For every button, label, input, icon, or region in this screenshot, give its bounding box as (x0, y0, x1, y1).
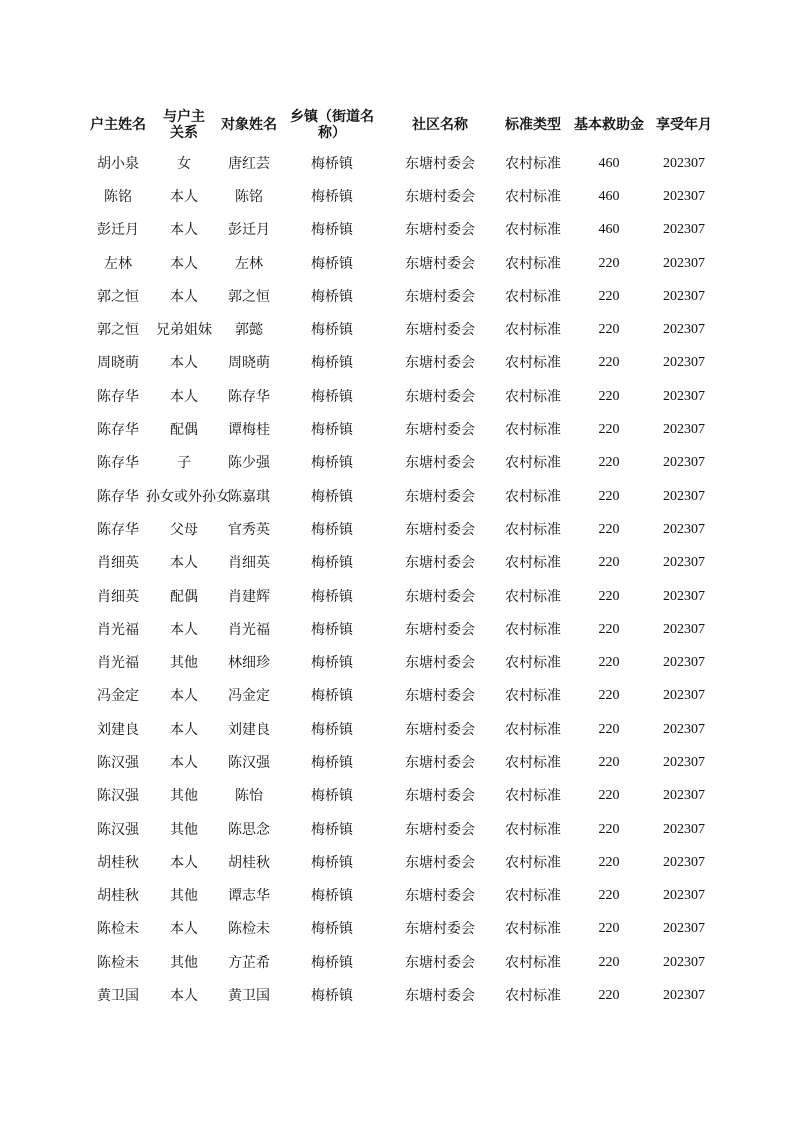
cell-recipient-name: 陈检未 (228, 921, 270, 938)
cell-householder-name: 陈铭 (104, 188, 132, 205)
cell-period: 202307 (663, 355, 705, 371)
cell-standard-type: 农村标准 (505, 655, 561, 672)
cell-relation: 其他 (170, 954, 198, 971)
cell-relation: 其他 (170, 888, 198, 905)
table-row (86, 646, 720, 679)
cell-period: 202307 (663, 155, 705, 171)
cell-relation: 本人 (170, 355, 198, 372)
header-row (86, 103, 720, 147)
header-community: 社区名称 (412, 117, 468, 133)
cell-recipient-name: 刘建良 (228, 721, 270, 738)
cell-basic-relief: 220 (598, 521, 620, 537)
cell-recipient-name: 陈少强 (228, 455, 270, 472)
cell-relation: 本人 (170, 222, 198, 239)
cell-recipient-name: 冯金定 (228, 688, 270, 705)
cell-householder-name: 肖细英 (97, 555, 139, 572)
cell-householder-name: 肖光福 (97, 655, 139, 672)
cell-township: 梅桥镇 (311, 888, 353, 905)
cell-householder-name: 黄卫国 (97, 988, 139, 1005)
cell-householder-name: 胡桂秋 (97, 888, 139, 905)
cell-period: 202307 (663, 988, 705, 1004)
cell-township: 梅桥镇 (311, 488, 353, 505)
cell-standard-type: 农村标准 (505, 388, 561, 405)
cell-basic-relief: 220 (598, 422, 620, 438)
cell-householder-name: 陈存华 (97, 455, 139, 472)
cell-community: 东塘村委会 (405, 455, 475, 472)
cell-standard-type: 农村标准 (505, 721, 561, 738)
cell-householder-name: 陈检未 (97, 921, 139, 938)
cell-basic-relief: 220 (598, 255, 620, 271)
cell-relation: 父母 (170, 521, 198, 538)
cell-householder-name: 陈存华 (97, 388, 139, 405)
cell-relation: 女 (177, 155, 191, 172)
cell-standard-type: 农村标准 (505, 422, 561, 439)
cell-standard-type: 农村标准 (505, 455, 561, 472)
cell-community: 东塘村委会 (405, 888, 475, 905)
cell-standard-type: 农村标准 (505, 188, 561, 205)
cell-relation: 本人 (170, 854, 198, 871)
cell-householder-name: 刘建良 (97, 721, 139, 738)
cell-township: 梅桥镇 (311, 754, 353, 771)
cell-community: 东塘村委会 (405, 988, 475, 1005)
cell-recipient-name: 陈嘉琪 (228, 488, 270, 505)
cell-township: 梅桥镇 (311, 854, 353, 871)
table-row (86, 280, 720, 313)
cell-relation: 本人 (170, 388, 198, 405)
header-standard-type: 标准类型 (505, 117, 561, 133)
cell-period: 202307 (663, 455, 705, 471)
cell-basic-relief: 460 (598, 188, 620, 204)
cell-township: 梅桥镇 (311, 688, 353, 705)
cell-relation (146, 480, 230, 513)
cell-recipient-name: 郭懿 (235, 322, 263, 339)
cell-relation: 本人 (170, 188, 198, 205)
cell-householder-name: 郭之恒 (97, 322, 139, 339)
relation-text: 孙女或外孙女 (146, 488, 230, 505)
cell-recipient-name: 肖光福 (228, 621, 270, 638)
cell-period: 202307 (663, 555, 705, 571)
cell-period: 202307 (663, 222, 705, 238)
cell-period: 202307 (663, 621, 705, 637)
table-row (86, 447, 720, 480)
table-row (86, 214, 720, 247)
cell-basic-relief: 220 (598, 355, 620, 371)
table-row (86, 979, 720, 1012)
cell-recipient-name: 黄卫国 (228, 988, 270, 1005)
table-row (86, 780, 720, 813)
cell-recipient-name: 陈思念 (228, 821, 270, 838)
cell-recipient-name: 方芷希 (228, 954, 270, 971)
cell-householder-name: 左林 (104, 255, 132, 272)
cell-standard-type: 农村标准 (505, 954, 561, 971)
cell-standard-type: 农村标准 (505, 355, 561, 372)
cell-period: 202307 (663, 488, 705, 504)
cell-basic-relief: 220 (598, 588, 620, 604)
cell-standard-type: 农村标准 (505, 854, 561, 871)
cell-basic-relief: 220 (598, 721, 620, 737)
cell-township: 梅桥镇 (311, 288, 353, 305)
cell-township: 梅桥镇 (311, 921, 353, 938)
header-township: 乡镇（街道名称） (290, 109, 374, 141)
cell-community: 东塘村委会 (405, 355, 475, 372)
cell-period: 202307 (663, 188, 705, 204)
cell-standard-type: 农村标准 (505, 588, 561, 605)
header-period: 享受年月 (656, 117, 712, 133)
cell-relation: 本人 (170, 621, 198, 638)
cell-relation: 本人 (170, 921, 198, 938)
cell-basic-relief: 220 (598, 322, 620, 338)
cell-householder-name: 陈汉强 (97, 788, 139, 805)
cell-basic-relief: 220 (598, 888, 620, 904)
cell-recipient-name: 谭梅桂 (228, 422, 270, 439)
cell-householder-name: 胡桂秋 (97, 854, 139, 871)
cell-community: 东塘村委会 (405, 222, 475, 239)
cell-period: 202307 (663, 521, 705, 537)
table-row (86, 513, 720, 546)
cell-township: 梅桥镇 (311, 954, 353, 971)
cell-township: 梅桥镇 (311, 588, 353, 605)
cell-relation: 本人 (170, 721, 198, 738)
cell-period: 202307 (663, 788, 705, 804)
cell-relation: 本人 (170, 288, 198, 305)
cell-community: 东塘村委会 (405, 655, 475, 672)
cell-standard-type: 农村标准 (505, 255, 561, 272)
cell-recipient-name: 谭志华 (228, 888, 270, 905)
cell-basic-relief: 220 (598, 488, 620, 504)
cell-basic-relief: 220 (598, 455, 620, 471)
cell-recipient-name: 唐红芸 (228, 155, 270, 172)
cell-recipient-name: 陈汉强 (228, 754, 270, 771)
cell-community: 东塘村委会 (405, 854, 475, 871)
cell-standard-type: 农村标准 (505, 888, 561, 905)
cell-householder-name: 陈存华 (97, 488, 139, 505)
cell-community: 东塘村委会 (405, 821, 475, 838)
cell-recipient-name: 左林 (235, 255, 263, 272)
cell-standard-type: 农村标准 (505, 621, 561, 638)
cell-community: 东塘村委会 (405, 621, 475, 638)
cell-community: 东塘村委会 (405, 721, 475, 738)
cell-basic-relief: 220 (598, 688, 620, 704)
cell-basic-relief: 220 (598, 921, 620, 937)
cell-township: 梅桥镇 (311, 721, 353, 738)
cell-township: 梅桥镇 (311, 255, 353, 272)
cell-recipient-name: 肖细英 (228, 555, 270, 572)
cell-relation: 兄弟姐妹 (156, 322, 212, 339)
cell-relation: 配偶 (170, 588, 198, 605)
cell-relation: 其他 (170, 821, 198, 838)
cell-relation: 其他 (170, 788, 198, 805)
cell-recipient-name: 陈怡 (235, 788, 263, 805)
cell-basic-relief: 220 (598, 655, 620, 671)
cell-standard-type: 农村标准 (505, 988, 561, 1005)
table-row (86, 746, 720, 779)
cell-relation: 配偶 (170, 422, 198, 439)
cell-standard-type: 农村标准 (505, 322, 561, 339)
cell-standard-type: 农村标准 (505, 821, 561, 838)
table-row (86, 580, 720, 613)
cell-householder-name: 陈检未 (97, 954, 139, 971)
cell-period: 202307 (663, 721, 705, 737)
cell-period: 202307 (663, 322, 705, 338)
header-relation: 与户主关系 (163, 109, 205, 141)
table-row (86, 413, 720, 446)
cell-householder-name: 冯金定 (97, 688, 139, 705)
cell-standard-type: 农村标准 (505, 155, 561, 172)
cell-community: 东塘村委会 (405, 155, 475, 172)
cell-community: 东塘村委会 (405, 588, 475, 605)
cell-period: 202307 (663, 588, 705, 604)
cell-basic-relief: 220 (598, 555, 620, 571)
cell-basic-relief: 220 (598, 288, 620, 304)
table-row (86, 247, 720, 280)
cell-recipient-name: 林细珍 (228, 655, 270, 672)
table-row (86, 813, 720, 846)
table-row (86, 946, 720, 979)
table-row (86, 680, 720, 713)
cell-householder-name: 陈汉强 (97, 821, 139, 838)
cell-community: 东塘村委会 (405, 422, 475, 439)
cell-township: 梅桥镇 (311, 988, 353, 1005)
cell-recipient-name: 彭迁月 (228, 222, 270, 239)
cell-standard-type: 农村标准 (505, 788, 561, 805)
table-row (86, 180, 720, 213)
header-householder-name: 户主姓名 (90, 117, 146, 133)
cell-standard-type: 农村标准 (505, 521, 561, 538)
table-row (86, 913, 720, 946)
cell-householder-name: 肖光福 (97, 621, 139, 638)
cell-recipient-name: 胡桂秋 (228, 854, 270, 871)
table-row (86, 480, 720, 513)
table-header (86, 103, 720, 147)
cell-community: 东塘村委会 (405, 788, 475, 805)
cell-recipient-name: 郭之恒 (228, 288, 270, 305)
cell-basic-relief: 220 (598, 821, 620, 837)
cell-relation: 其他 (170, 655, 198, 672)
cell-householder-name: 陈存华 (97, 521, 139, 538)
cell-community: 东塘村委会 (405, 322, 475, 339)
cell-community: 东塘村委会 (405, 488, 475, 505)
cell-recipient-name: 陈铭 (235, 188, 263, 205)
cell-community: 东塘村委会 (405, 188, 475, 205)
cell-township: 梅桥镇 (311, 388, 353, 405)
cell-basic-relief: 220 (598, 388, 620, 404)
cell-township: 梅桥镇 (311, 188, 353, 205)
table-body (86, 147, 720, 1013)
cell-township: 梅桥镇 (311, 355, 353, 372)
cell-householder-name: 陈存华 (97, 422, 139, 439)
cell-township: 梅桥镇 (311, 155, 353, 172)
cell-community: 东塘村委会 (405, 921, 475, 938)
cell-relation: 本人 (170, 255, 198, 272)
cell-period: 202307 (663, 388, 705, 404)
cell-period: 202307 (663, 422, 705, 438)
cell-recipient-name: 陈存华 (228, 388, 270, 405)
cell-community: 东塘村委会 (405, 388, 475, 405)
cell-relation: 子 (177, 455, 191, 472)
cell-period: 202307 (663, 954, 705, 970)
cell-period: 202307 (663, 754, 705, 770)
cell-township: 梅桥镇 (311, 521, 353, 538)
cell-period: 202307 (663, 854, 705, 870)
cell-period: 202307 (663, 288, 705, 304)
cell-basic-relief: 220 (598, 854, 620, 870)
cell-township: 梅桥镇 (311, 655, 353, 672)
cell-township: 梅桥镇 (311, 821, 353, 838)
relief-table (86, 103, 720, 1013)
cell-community: 东塘村委会 (405, 954, 475, 971)
cell-basic-relief: 220 (598, 621, 620, 637)
table-row (86, 880, 720, 913)
cell-recipient-name: 肖建辉 (228, 588, 270, 605)
table-row (86, 846, 720, 879)
cell-standard-type: 农村标准 (505, 222, 561, 239)
cell-recipient-name: 官秀英 (228, 521, 270, 538)
cell-period: 202307 (663, 821, 705, 837)
cell-community: 东塘村委会 (405, 555, 475, 572)
table-row (86, 380, 720, 413)
table-row (86, 713, 720, 746)
cell-relation: 本人 (170, 754, 198, 771)
cell-standard-type: 农村标准 (505, 688, 561, 705)
cell-township: 梅桥镇 (311, 555, 353, 572)
cell-township: 梅桥镇 (311, 322, 353, 339)
cell-township: 梅桥镇 (311, 222, 353, 239)
cell-basic-relief: 220 (598, 788, 620, 804)
cell-basic-relief: 460 (598, 155, 620, 171)
cell-period: 202307 (663, 888, 705, 904)
cell-standard-type: 农村标准 (505, 555, 561, 572)
cell-householder-name: 陈汉强 (97, 754, 139, 771)
cell-standard-type: 农村标准 (505, 488, 561, 505)
cell-relation: 本人 (170, 688, 198, 705)
cell-period: 202307 (663, 255, 705, 271)
cell-period: 202307 (663, 688, 705, 704)
cell-standard-type: 农村标准 (505, 754, 561, 771)
table-row (86, 547, 720, 580)
table-row (86, 613, 720, 646)
cell-township: 梅桥镇 (311, 455, 353, 472)
cell-householder-name: 胡小泉 (97, 155, 139, 172)
cell-community: 东塘村委会 (405, 688, 475, 705)
cell-basic-relief: 220 (598, 754, 620, 770)
header-basic-relief: 基本救助金 (574, 117, 644, 133)
cell-community: 东塘村委会 (405, 255, 475, 272)
cell-community: 东塘村委会 (405, 288, 475, 305)
cell-period: 202307 (663, 655, 705, 671)
cell-standard-type: 农村标准 (505, 921, 561, 938)
cell-township: 梅桥镇 (311, 788, 353, 805)
table-row (86, 347, 720, 380)
cell-community: 东塘村委会 (405, 521, 475, 538)
cell-householder-name: 彭迁月 (97, 222, 139, 239)
cell-relation: 本人 (170, 555, 198, 572)
cell-householder-name: 肖细英 (97, 588, 139, 605)
cell-basic-relief: 460 (598, 222, 620, 238)
cell-township: 梅桥镇 (311, 621, 353, 638)
table-row (86, 313, 720, 346)
cell-householder-name: 郭之恒 (97, 288, 139, 305)
cell-householder-name: 周晓萌 (97, 355, 139, 372)
cell-standard-type: 农村标准 (505, 288, 561, 305)
cell-basic-relief: 220 (598, 988, 620, 1004)
cell-relation: 本人 (170, 988, 198, 1005)
table-row (86, 147, 720, 180)
cell-recipient-name: 周晓萌 (228, 355, 270, 372)
cell-township: 梅桥镇 (311, 422, 353, 439)
cell-community: 东塘村委会 (405, 754, 475, 771)
cell-period: 202307 (663, 921, 705, 937)
header-recipient-name: 对象姓名 (221, 117, 277, 133)
cell-basic-relief: 220 (598, 954, 620, 970)
